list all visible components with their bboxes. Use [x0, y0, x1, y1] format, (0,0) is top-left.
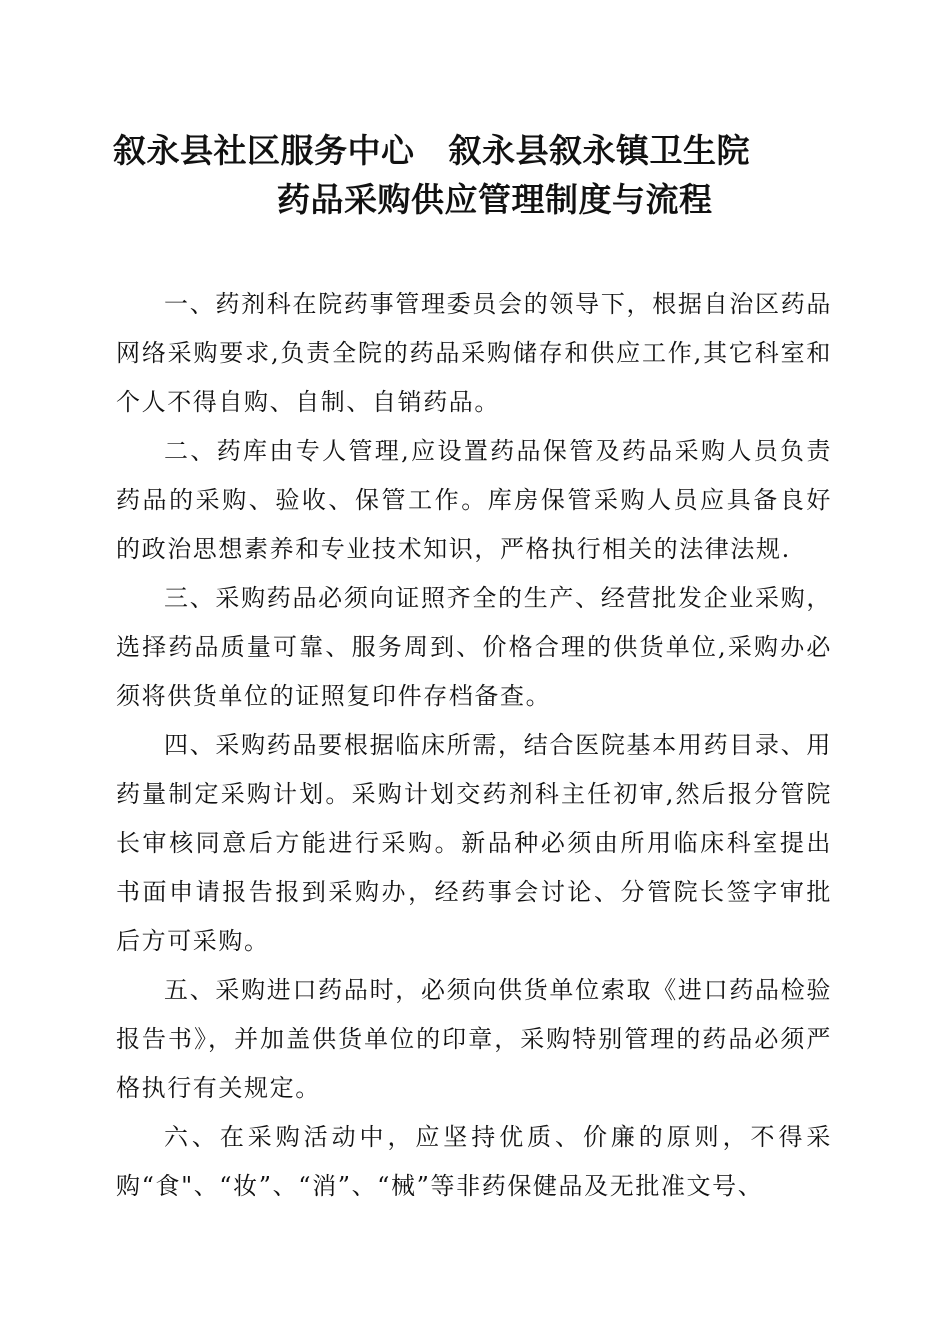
paragraph-5: 五、采购进口药品时，必须向供货单位索取《进口药品检验报告书》，并加盖供货单位的印章，采购特别管理的药品必须严格执行有关规定。: [116, 976, 832, 1102]
paragraph-4: 四、采购药品要根据临床所需，结合医院基本用药目录、用药量制定采购计划。采购计划交药剂科主任初审,然后报分管院长审核同意后方能进行采购。新品种必须由所用临床科室提出书面申请报告报到采购办，经药事会讨论、分管院长签字审批后方可采购。: [116, 731, 832, 955]
title-org-township-hospital: 叙永县叙永镇卫生院: [448, 131, 750, 170]
paragraph-6: 六、在采购活动中，应坚持优质、价廉的原则，不得采购“食"、“妆”、“消”、“械”等非药保健品及无批准文号、: [116, 1123, 832, 1200]
title-org-community-center: 叙永县社区服务中心: [113, 131, 415, 170]
document-body: [116, 280, 832, 1211]
document-title-line-2: 药品采购供应管理制度与流程: [277, 180, 713, 219]
paragraph-1: 一、药剂科在院药事管理委员会的领导下，根据自治区药品网络采购要求,负责全院的药品采购储存和供应工作,其它科室和个人不得自购、自制、自销药品。: [116, 290, 832, 416]
document-title-line-1: [113, 131, 750, 171]
paragraph-2: 二、药库由专人管理,应设置药品保管及药品采购人员负责药品的采购、验收、保管工作。库房保管采购人员应具备良好的政治思想素养和专业技术知识，严格执行相关的法律法规.: [116, 437, 832, 563]
paragraph-3: 三、采购药品必须向证照齐全的生产、经营批发企业采购，选择药品质量可靠、服务周到、价格合理的供货单位,采购办必须将供货单位的证照复印件存档备查。: [116, 584, 832, 710]
